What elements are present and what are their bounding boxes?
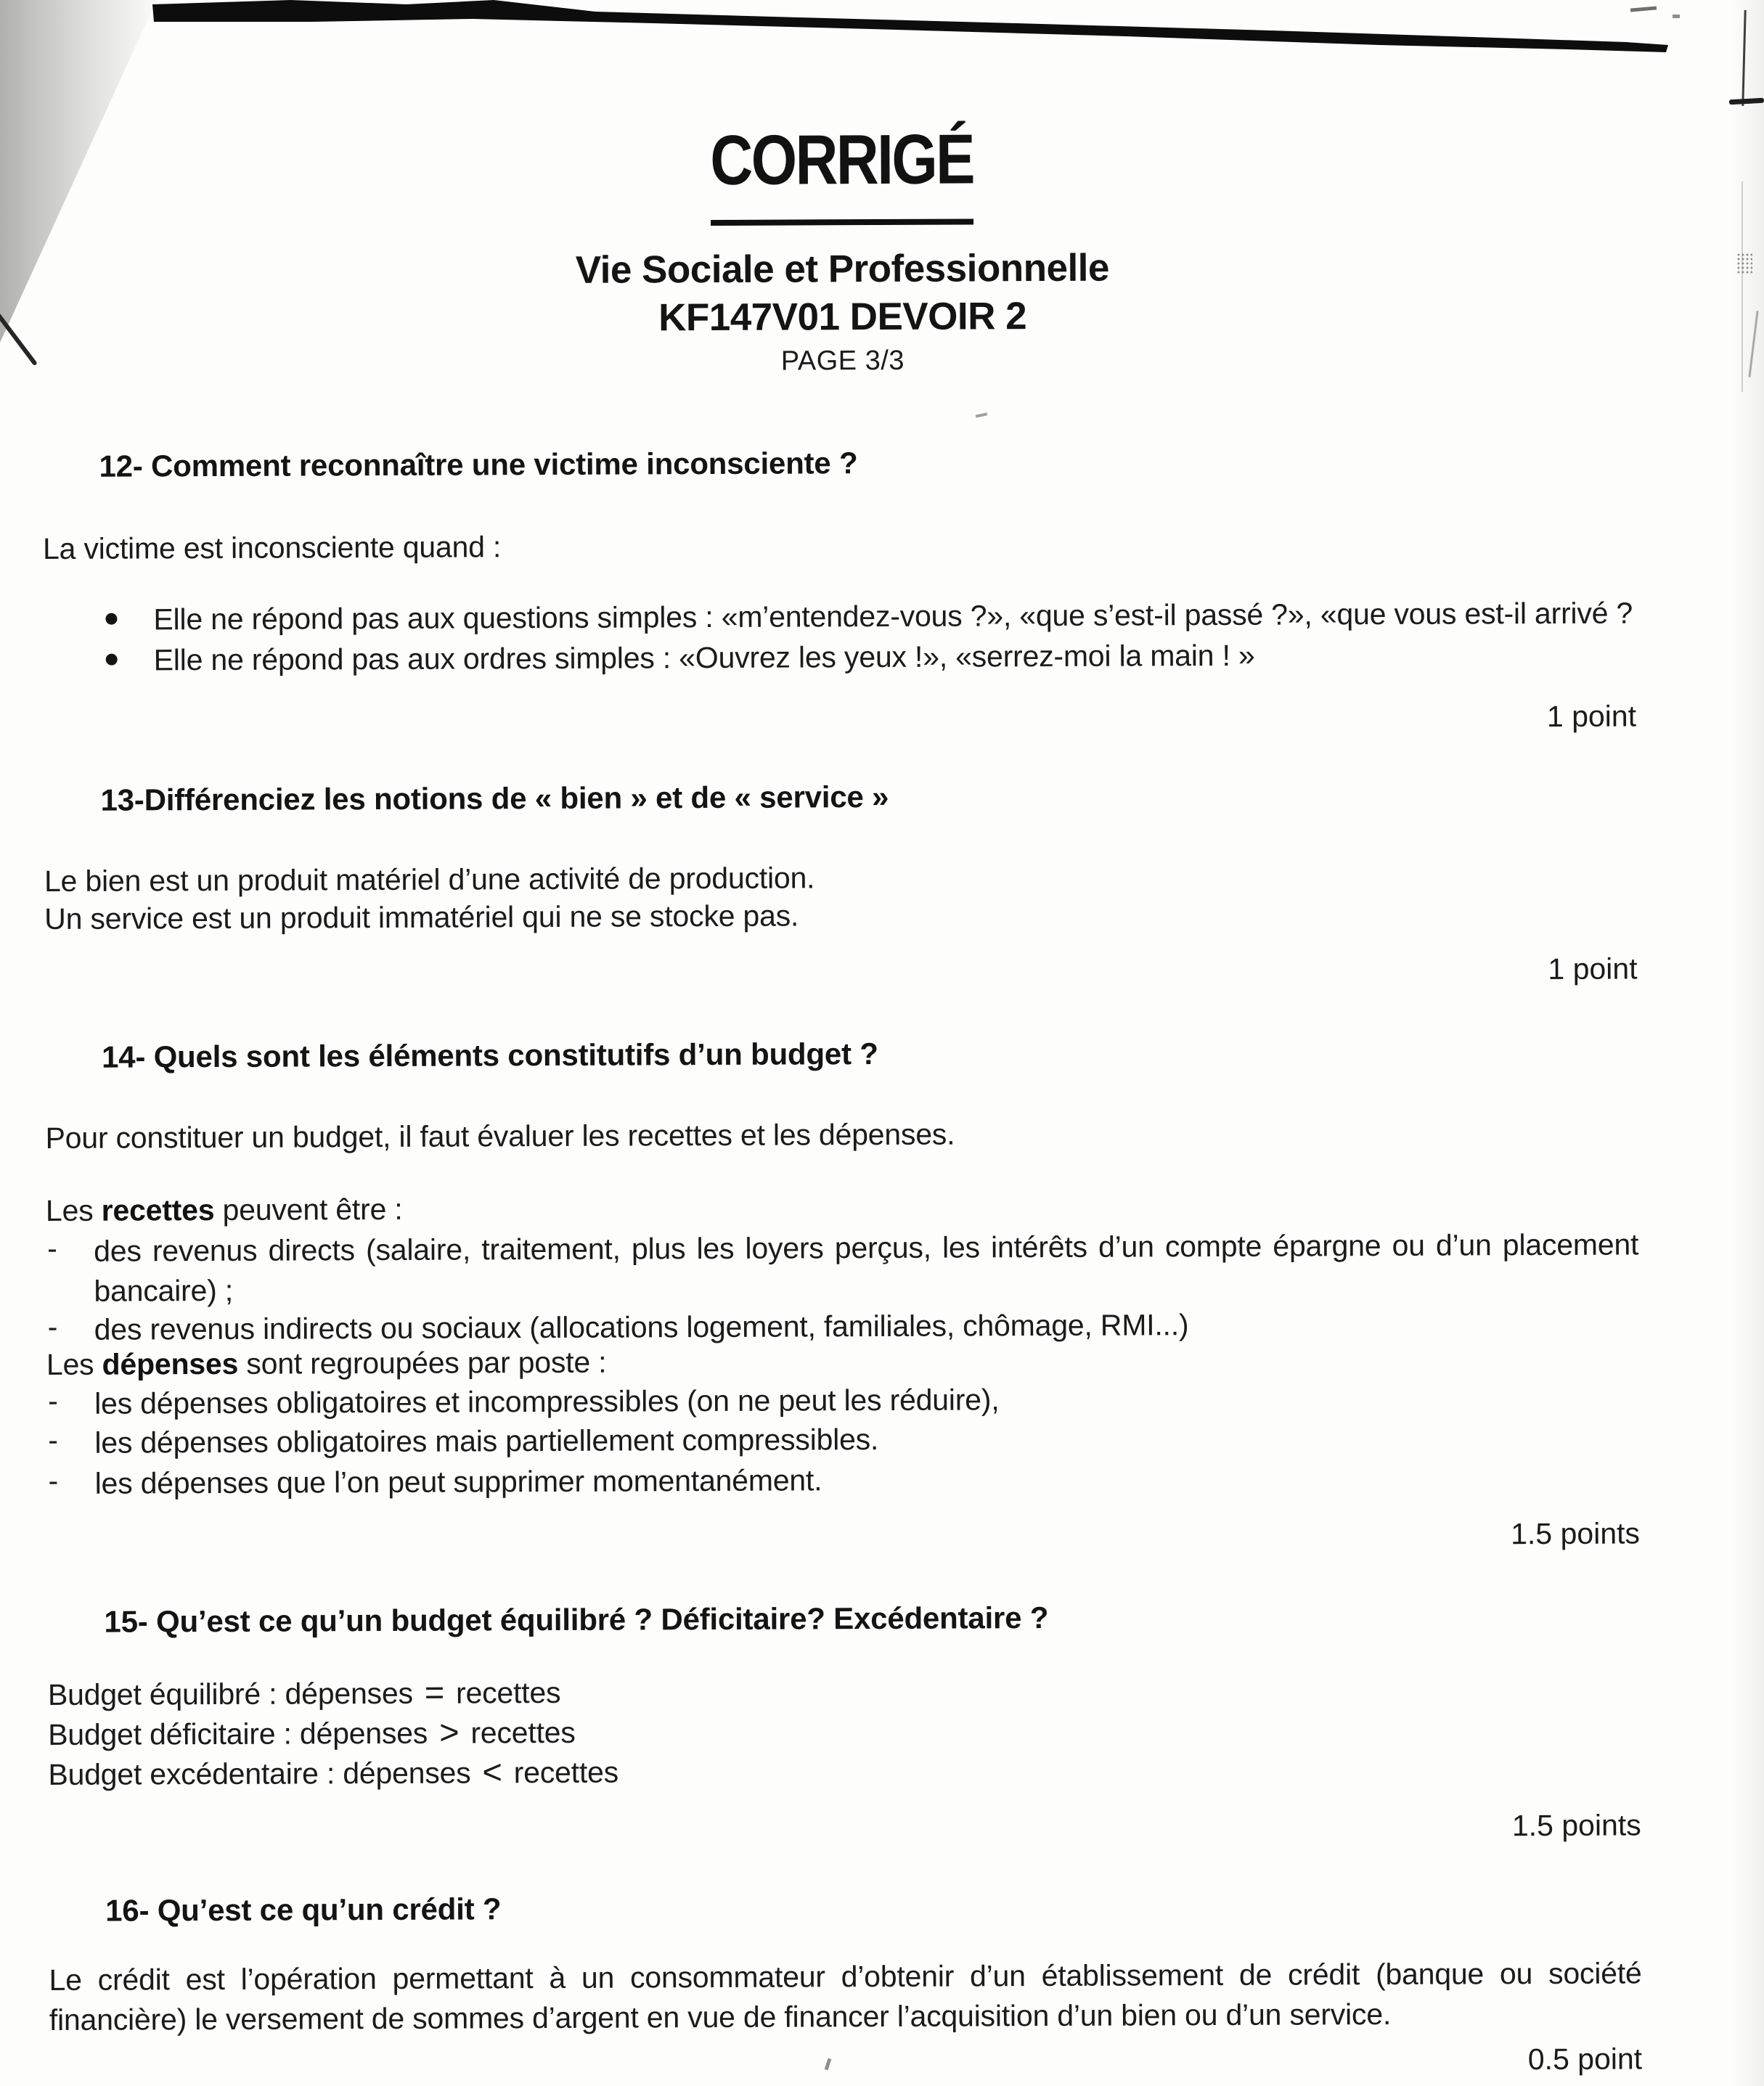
- question-13-line-2: Un service est un produit immatériel qui ne se stocke pas.: [44, 899, 799, 936]
- question-16-points: 0.5 point: [1527, 2042, 1643, 2077]
- question-16-paragraph: Le crédit est l’opération permettant à un consommateur d’obtenir d’un établissement de crédit (banque ou société financière) le versement de sommes d’argent en vue de financer l’acquisition d’un bien ou d’un service.: [49, 1956, 1642, 2037]
- dash-icon: -: [48, 1383, 58, 1418]
- equals-operator: =: [424, 1672, 445, 1711]
- question-14-depenses-item-3: [47, 1457, 1640, 1504]
- assignment-title: KF147V01 DEVOIR 2: [658, 295, 1027, 340]
- text-bold: recettes: [101, 1193, 215, 1227]
- page-number: PAGE 3/3: [780, 345, 905, 377]
- question-14-recettes-item-1: [46, 1224, 1638, 1312]
- question-12-heading: 12- Comment reconnaître une victime inconsciente ?: [99, 446, 858, 483]
- item-text: les dépenses que l’on peut supprimer momentanément.: [94, 1463, 822, 1500]
- question-14-depenses-item-2: [46, 1416, 1639, 1463]
- text: sont regroupées par poste :: [238, 1345, 607, 1381]
- question-12-bullet-1: Elle ne répond pas aux questions simples : «m’entendez-vous ?», «que s’est-il passé ?», «que vous est-il arrivé ?: [153, 596, 1633, 637]
- text: Les: [45, 1193, 102, 1228]
- dash-icon: -: [47, 1231, 57, 1266]
- question-12-bullet-2: Elle ne répond pas aux ordres simples : «Ouvrez les yeux !», «serrez-moi la main ! »: [153, 638, 1255, 677]
- question-14-depenses-label: [46, 1343, 607, 1385]
- question-14-intro: Pour constituer un budget, il faut évaluer les recettes et les dépenses.: [45, 1117, 955, 1156]
- question-14-recettes-item-2: [46, 1303, 1639, 1350]
- text: Budget déficitaire : dépenses: [48, 1716, 428, 1752]
- item-text: des revenus directs (salaire, traitement, plus les loyers perçus, les intérêts d’un compte épargne ou d’un placement bancaire) ;: [94, 1227, 1639, 1308]
- question-15-line-1: [48, 1671, 561, 1715]
- text: recettes: [455, 1675, 561, 1710]
- question-12-intro: La victime est inconsciente quand :: [42, 530, 502, 566]
- question-14-heading: 14- Quels sont les éléments constitutifs d’un budget ?: [101, 1036, 878, 1074]
- text: Les: [46, 1347, 102, 1382]
- text: recettes: [470, 1715, 576, 1750]
- text-bold: dépenses: [102, 1346, 239, 1381]
- question-13-points: 1 point: [1548, 952, 1638, 986]
- text: Budget équilibré : dépenses: [47, 1676, 413, 1712]
- question-13-line-1: Le bien est un produit matériel d’une activité de production.: [44, 861, 815, 899]
- question-14-points: 1.5 points: [1511, 1516, 1641, 1551]
- bullet-icon: [106, 654, 118, 666]
- dash-icon: -: [48, 1463, 59, 1498]
- greater-than-operator: >: [439, 1712, 460, 1751]
- course-title: Vie Sociale et Professionnelle: [575, 246, 1110, 292]
- question-15-line-2: [48, 1711, 576, 1755]
- dash-icon: -: [48, 1423, 59, 1457]
- question-12-points: 1 point: [1546, 699, 1637, 733]
- bullet-icon: [105, 613, 117, 625]
- title-underline: [711, 218, 973, 226]
- less-than-operator: <: [482, 1752, 502, 1791]
- text: recettes: [513, 1755, 619, 1790]
- question-14-recettes-label: [46, 1190, 403, 1231]
- question-15-points: 1.5 points: [1511, 1808, 1641, 1843]
- question-16-heading: 16- Qu’est ce qu’un crédit ?: [105, 1891, 502, 1928]
- item-text: les dépenses obligatoires mais partiellement compressibles.: [94, 1423, 879, 1460]
- question-13-heading: 13-Différenciez les notions de « bien » et de « service »: [100, 779, 889, 817]
- page-title: CORRIGÉ: [710, 119, 974, 200]
- item-text: les dépenses obligatoires et incompressibles (on ne peut les réduire),: [94, 1383, 1000, 1420]
- question-15-line-3: [48, 1751, 618, 1795]
- text: Budget excédentaire : dépenses: [48, 1756, 471, 1792]
- dash-icon: -: [47, 1309, 58, 1344]
- question-15-heading: 15- Qu’est ce qu’un budget équilibré ? Déficitaire? Excédentaire ?: [104, 1600, 1049, 1639]
- item-text: des revenus indirects ou sociaux (allocations logement, familiales, chômage, RMI...): [94, 1308, 1189, 1346]
- text: peuvent être :: [214, 1192, 403, 1227]
